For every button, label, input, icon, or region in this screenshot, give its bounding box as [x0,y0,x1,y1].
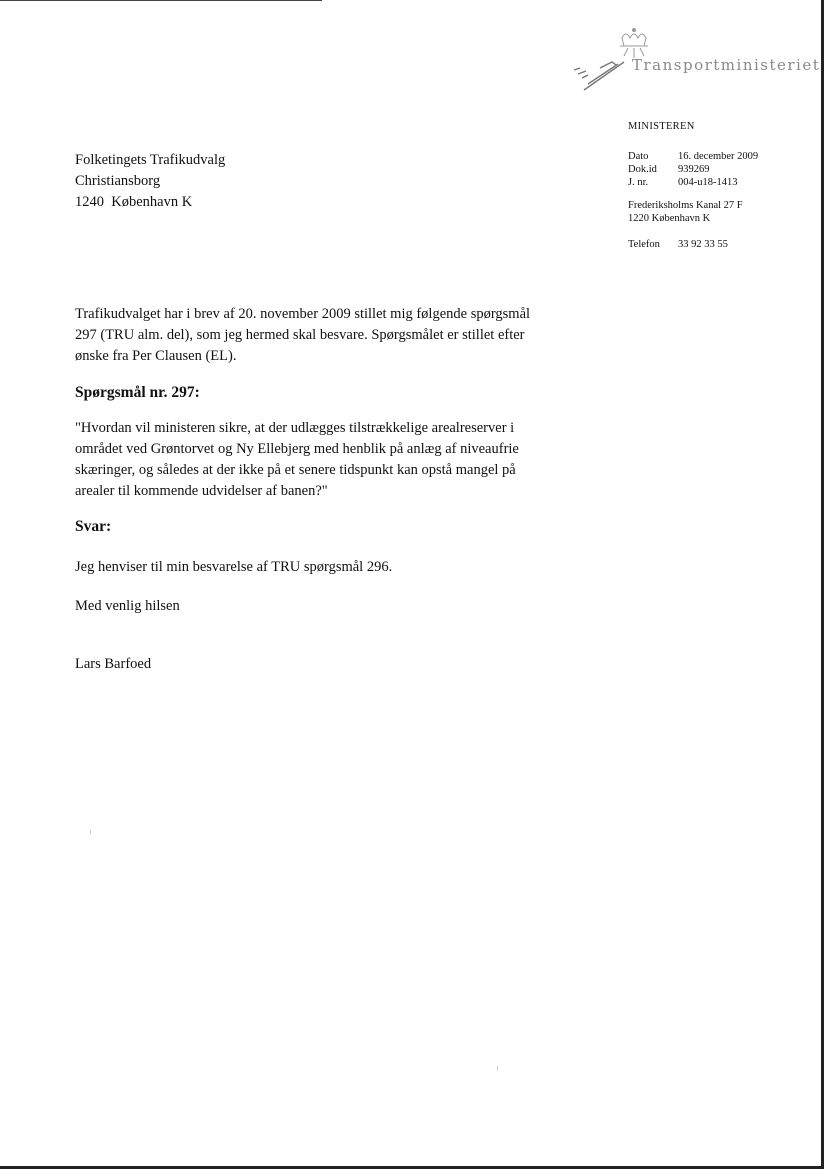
recipient-address [75,150,225,213]
scan-speck [90,830,91,834]
meta-value: 939269 [678,164,710,175]
question-line: skæringer, og således at der ikke på et senere tidspunkt kan opstå mangel på [75,462,516,478]
meta-date-row [628,150,758,163]
recipient-line: 1240 København K [75,194,193,210]
address-line: 1220 København K [628,213,711,224]
meta-key: Dok.id [628,164,657,175]
phone-label: Telefon [628,239,660,250]
phone-number: 33 92 33 55 [678,239,728,250]
meta-value: 004-u18-1413 [678,177,738,188]
question-line: "Hvordan vil ministeren sikre, at der udlægges tilstrækkelige arealreserver i [75,420,515,436]
intro-line: 297 (TRU alm. del), som jeg hermed skal besvare. Spørgsmålet er stillet efter [75,327,525,343]
office-label: MINISTEREN [628,121,695,132]
recipient-line: Folketingets Trafikudvalg [75,152,226,168]
answer-paragraph: Jeg henviser til min besvarelse af TRU spørgsmål 296. [75,559,393,575]
crown-emblem-icon [570,24,821,94]
scan-edge-top [0,0,322,1]
question-heading: Spørgsmål nr. 297: [75,384,200,401]
intro-paragraph [75,304,595,367]
answer-heading: Svar: [75,518,112,535]
meta-key: J. nr. [628,177,649,188]
question-line: arealer til kommende udvidelser af banen?" [75,483,328,499]
recipient-line: Christiansborg [75,173,161,189]
sender-phone [628,239,728,250]
document-meta [628,150,758,189]
question-paragraph [75,418,595,502]
scan-speck [497,1066,498,1071]
intro-line: Trafikudvalget har i brev af 20. november 2009 stillet mig følgende spørgsmål [75,306,531,322]
intro-line: ønske fra Per Clausen (EL). [75,348,237,364]
closing-greeting: Med venlig hilsen [75,598,180,614]
question-line: området ved Grøntorvet og Ny Ellebjerg med henblik på anlæg af niveaufrie [75,441,519,457]
meta-key: Dato [628,151,649,162]
meta-value: 16. december 2009 [678,151,759,162]
logo-wordmark: Transportministeriet [632,56,821,74]
meta-docid-row [628,163,758,176]
meta-jnr-row [628,176,758,189]
address-line: Frederiksholms Kanal 27 F [628,200,743,211]
ministry-logo [570,24,821,94]
sender-address [628,199,743,225]
signature-name: Lars Barfoed [75,656,152,672]
